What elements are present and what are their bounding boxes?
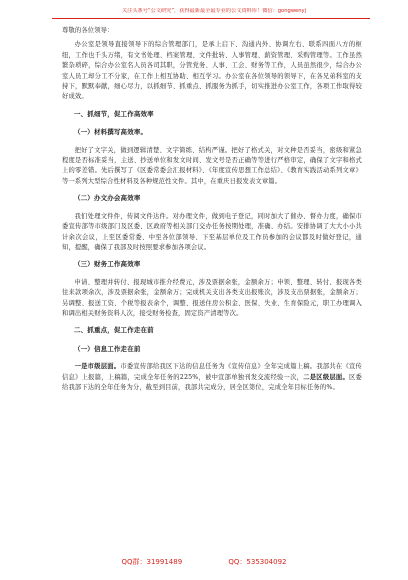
subsection-text-1-3: 申请、整理并转付、报现城市推介经费元，涉及票据余张，金额余万；申领、整理、转付、报现各类往来款项余次，涉及票据余张，金额余万；完成机关支出各类支出报账次，涉及支出票据张，金额余万；另调整、报送工资、个税等报表余个，调整、报送住房公积金、医保、失业、生育保险元，职工办理调入和调出相关财务资料人次，接受财务检查，固定资产清理等次。 — [62, 278, 362, 317]
level-label-city: 一是市级层面。 — [74, 363, 121, 371]
subsection-text-1-2: 我们处理文件件，传阅文件达件。对办理文件，做到电子登记，同时加大了催办、督办力度，确保市委宣传部等市级部门及区委、区政府等相关部门交办任务按期处理，准确、办结。安排协调了大大小小共计余次会议，上至区委常委、中至各位部领导、下至基层单位及工作员参加的会议都及时做好登记，通知，提醒，确保了我部及时按照要求参加各项会议。 — [62, 212, 362, 251]
level-label-district: 二是区级层面。 — [303, 373, 349, 381]
subsection-text-1-1: 把好了文字关，做到逻辑清楚、文字简练、结构严谨。把好了格式关，对文种是否妥当，密级和紧急程度是否标准妥当，主送、抄送单位和发文时间、发文号是否正确等等进行严格审定，确保了文字和格式上的零差错。先后撰写了《区委常委会汇报材料》、《年度宣传思想工作总结》、《教育实践活动系列文章》等一系列大型综合性材料及各种规范性文件。其中，在重庆日报发表文章篇。 — [62, 146, 362, 185]
level-text-district: 区委给我部下达的全年任务为分，截至到目前，我部共完成分，居全区第位，完成全年目标任务的%。 — [62, 373, 362, 391]
document-body — [62, 26, 362, 397]
intro-paragraph: 办公室是领导直接领导下的综合管理部门，是承上启下、沟通内外、协调左右、联系四面八方的枢纽，工作也千头万绪，有文书处理、档案管理、文件批转、人事管理、薪资管理、采购管理等。工作虽然繁杂琐碎，综合办公室名人员各司其职，分管党务、人事、工会、财务等工作，人员虽然很少，综合办公室人员工却分工不分家，在工作上相互协助、相互学习。办公室在各位领导的领导下，在各兄弟科室的支持下，默默奉献，细心尽力，以抓细节、抓重点、抓服务为抓手，切实推进办公室工作，各项工作取得较好成效。 — [62, 41, 362, 101]
subsection-heading-1-1: （一）材料撰写高效率。 — [74, 128, 148, 137]
section-heading-2: 二、抓重点，促工作走在前 — [74, 326, 154, 335]
subsection-text-2-1 — [62, 362, 362, 393]
footer-qq: QQ：535304092 — [228, 558, 287, 566]
section-heading-1: 一、抓细节，促工作高效率 — [74, 109, 154, 118]
header-banner: 关注头条号“公文研究”，获得最新最全最专业的公文资料库！微信：gongwenyj — [121, 8, 307, 14]
footer-qq-group: QQ群：31991489 — [121, 558, 183, 566]
footer — [0, 557, 408, 567]
header-divider — [52, 18, 370, 19]
greeting: 尊敬的各位领导： — [62, 27, 114, 34]
subsection-heading-2-1: （一）信息工作走在前 — [74, 344, 141, 353]
level-text-city: 市委宣传部给我区下达的信息任务为《宣传信息》全年完成篇上稿。我部共在《宣传信息》上报篇，上稿篇，完成全年任务的225%，被中宣部单独刊发交流经验一次， — [62, 363, 362, 381]
subsection-heading-1-2: （二）办文办会高效率 — [74, 194, 141, 203]
subsection-heading-1-3: （三）财务工作高效率 — [74, 260, 141, 269]
